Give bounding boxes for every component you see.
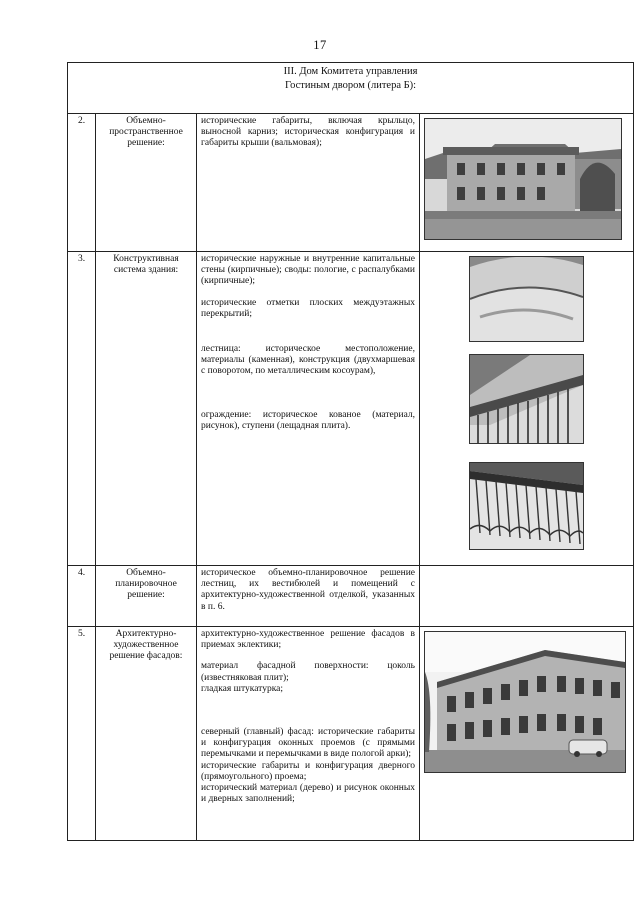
staircase-photo <box>469 354 584 444</box>
section-title-line1: III. Дом Комитета управления <box>283 66 418 77</box>
row-number: 2. <box>68 114 96 252</box>
row-description <box>197 252 420 566</box>
table-row <box>68 252 634 566</box>
table-row <box>68 114 634 252</box>
photo-cell <box>420 627 634 841</box>
photo-cell <box>420 252 634 566</box>
photo-cell <box>420 114 634 252</box>
railing-photo <box>469 462 584 550</box>
description-paragraph: исторические габариты, включая крыльцо, выносной карниз; историческая конфигурация и габариты крыши (вальмовая); <box>201 116 415 149</box>
table-row <box>68 627 634 841</box>
row-label: Архитектурно-художественное решение фасадов: <box>96 627 197 841</box>
building-photo-courtyard <box>424 118 622 240</box>
section-title <box>68 63 634 114</box>
description-paragraph: исторические отметки плоских междуэтажных перекрытий; <box>201 297 415 319</box>
photo-cell <box>420 566 634 627</box>
description-paragraph: гладкая штукатурка; <box>201 683 284 694</box>
description-paragraph: материал фасадной поверхности: цоколь (известняковая плит); <box>201 661 415 683</box>
description-paragraph: ограждение: историческое кованое (материал, рисунок), ступени (лещадная плита). <box>201 409 415 431</box>
description-paragraph: лестница: историческое местоположение, материалы (каменная), конструкция (двухмаршевая с поворотом, по металлическим косоурам), <box>201 344 415 377</box>
row-number: 5. <box>68 627 96 841</box>
description-paragraph: северный (главный) фасад: исторические габариты и конфигурация оконных проемов (с прямыми перемычками и перемычками в виде пологой арки); <box>201 727 415 760</box>
description-paragraph: архитектурно-художественное решение фасадов в приемах эклектики; <box>201 629 415 651</box>
protected-features-table <box>67 62 634 841</box>
section-header-row <box>68 63 634 114</box>
row-label: Конструктивная система здания: <box>96 252 197 566</box>
row-description <box>197 627 420 841</box>
building-photo-facade <box>424 631 626 773</box>
row-description <box>197 566 420 627</box>
section-title-line2: Гостиным двором (литера Б): <box>284 79 417 91</box>
vault-photo <box>469 256 584 342</box>
row-number: 3. <box>68 252 96 566</box>
description-paragraph: историческое объемно-планировочное решение лестниц, их вестибюлей и помещений с архитектурно-художественной отделкой, указанных в п. 6. <box>201 568 415 612</box>
row-description <box>197 114 420 252</box>
row-label: Объемно-пространственное решение: <box>96 114 197 252</box>
page-number: 17 <box>313 38 327 52</box>
row-number: 4. <box>68 566 96 627</box>
description-paragraph: исторические наружные и внутренние капитальные стены (кирпичные); своды: пологие, с распалубками (кирпичные); <box>201 254 415 287</box>
table-row <box>68 566 634 627</box>
description-paragraph: исторические габариты и конфигурация дверного (прямоугольного) проема; <box>201 760 415 782</box>
description-paragraph: исторический материал (дерево) и рисунок оконных и дверных заполнений; <box>201 783 415 805</box>
row-label: Объемно-планировочное решение: <box>96 566 197 627</box>
